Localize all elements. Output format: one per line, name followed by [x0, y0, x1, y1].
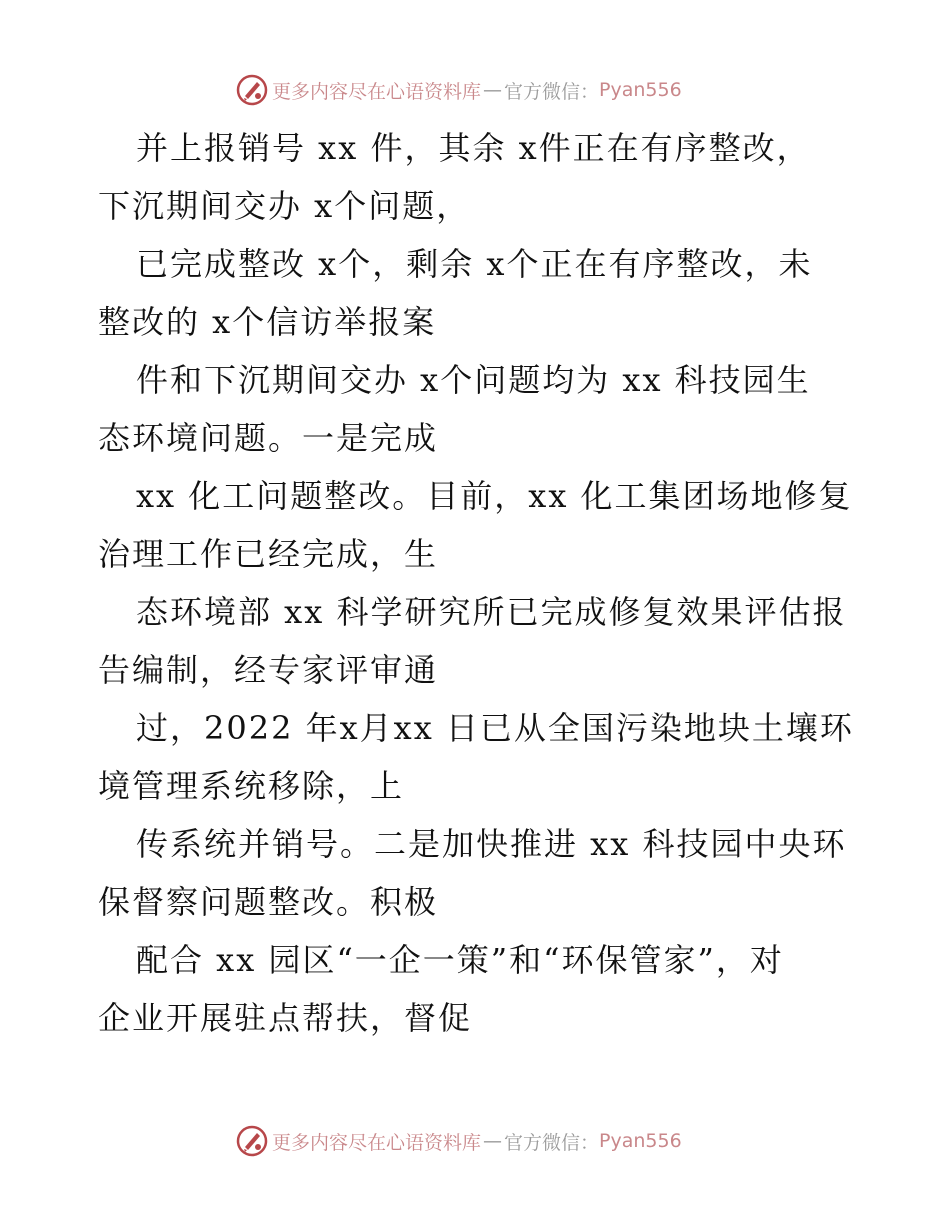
header-dash: —	[483, 79, 503, 101]
body-line: 传系统并销号。二是加快推进 xx 科技园中央环	[136, 825, 847, 863]
header-wechat-id: Pyan556	[599, 79, 682, 101]
body-line: 下沉期间交办 x个问题，	[98, 187, 471, 225]
body-line: 态环境问题。一是完成	[98, 419, 439, 457]
footer-wechat-label: 官方微信：	[504, 1131, 600, 1154]
body-line: 境管理系统移除，上	[98, 767, 405, 805]
body-line: 已完成整改 x个，剩余 x个正在有序整改，未	[136, 245, 813, 283]
header-wechat-label: 官方微信：	[504, 80, 600, 103]
body-line: 保督察问题整改。积极	[98, 883, 439, 921]
brand-logo-icon	[236, 1125, 268, 1157]
header-brand-text: 更多内容尽在心语资料库	[272, 80, 482, 103]
body-line: 治理工作已经完成，生	[98, 535, 439, 573]
body-line: 整改的 x个信访举报案	[98, 303, 437, 341]
body-line: 告编制，经专家评审通	[98, 651, 439, 689]
footer-brand-text: 更多内容尽在心语资料库	[272, 1131, 482, 1154]
footer-dash: —	[483, 1130, 503, 1152]
body-line: 过，2022 年x月xx 日已从全国污染地块土壤环	[136, 709, 854, 747]
body-line: xx 化工问题整改。目前，xx 化工集团场地修复	[136, 477, 853, 515]
body-line: 件和下沉期间交办 x个问题均为 xx 科技园生	[136, 361, 811, 399]
footer-wechat-id: Pyan556	[599, 1130, 682, 1152]
body-line: 企业开展驻点帮扶，督促	[98, 999, 473, 1037]
body-line: 态环境部 xx 科学研究所已完成修复效果评估报	[136, 593, 847, 631]
body-line: 并上报销号 xx 件，其余 x件正在有序整改，	[136, 129, 811, 167]
footer-watermark	[236, 1124, 682, 1158]
body-line: 配合 xx 园区“一企一策”和“环保管家”，对	[136, 941, 784, 979]
